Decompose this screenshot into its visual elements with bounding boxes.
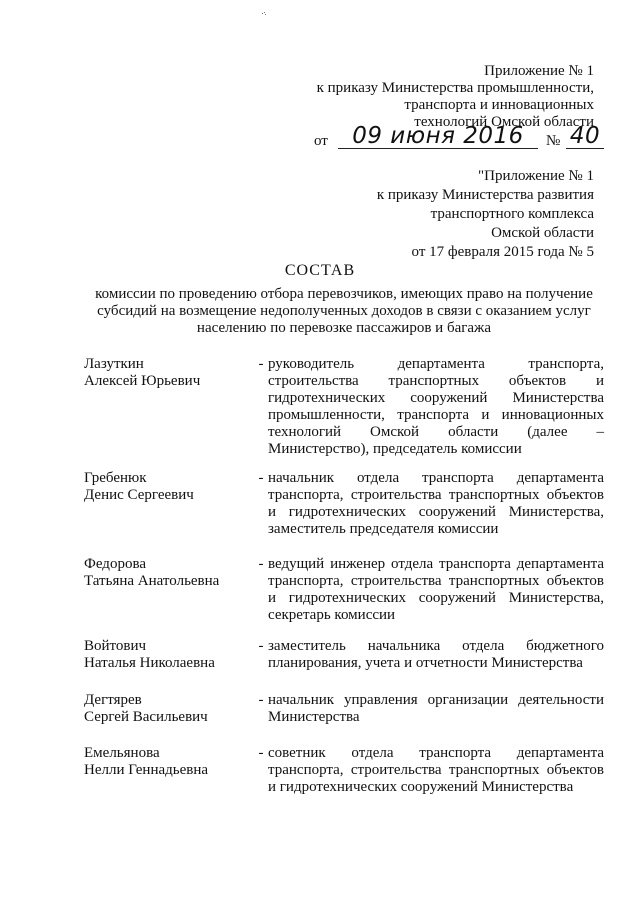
member-role: заместитель начальника отдела бюджетного планирования, учета и отчетности Министерства [268,638,604,671]
prev-appendix-line: к приказу Министерства развития [376,187,594,203]
scan-speck [262,12,266,15]
member-surname: Лазуткин [84,356,144,372]
member-given-names: Денис Сергеевич [84,487,194,503]
member-surname: Емельянова [84,745,160,761]
order-from-label: от [314,133,328,149]
member-name [84,745,254,779]
page-title: СОСТАВ [284,262,356,279]
member-surname: Дегтярев [84,692,142,708]
order-date-number-line [314,123,604,153]
member-name [84,692,254,726]
member-surname: Войтович [84,638,147,654]
member-name [84,470,254,504]
order-number-handwritten: 40 [566,125,604,149]
member-role: начальник отдела транспорта департамента транспорта, строительства транспортных объектов и гидротехнических сооружений Министерства, заместитель председателя комиссии [268,470,604,537]
member-dash: - [258,745,264,761]
appendix-line: технологий Омской области [414,114,594,130]
order-number-label: № [546,133,561,149]
member-given-names: Татьяна Анатольевна [84,573,220,589]
member-given-names: Алексей Юрьевич [84,373,201,389]
order-date-handwritten: 09 июня 2016 [338,125,538,149]
member-surname: Федорова [84,556,146,572]
member-given-names: Сергей Васильевич [84,709,208,725]
member-role: ведущий инженер отдела транспорта департамента транспорта, строительства транспортных объектов и гидротехнических сооружений Министерства, секретарь комиссии [268,556,604,623]
prev-appendix-line: Омской области [491,225,594,241]
member-name [84,356,254,390]
prev-appendix-line: "Приложение № 1 [478,168,594,184]
prev-appendix-line: от 17 февраля 2015 года № 5 [411,244,594,260]
member-name [84,638,254,672]
member-name [84,556,254,590]
member-role: начальник управления организации деятельности Министерства [268,692,604,725]
member-role: советник отдела транспорта департамента транспорта, строительства транспортных объектов и гидротехнических сооружений Министерства [268,745,604,795]
prev-appendix-line: транспортного комплекса [430,206,594,222]
member-dash: - [258,356,264,372]
page-subtitle: комиссии по проведению отбора перевозчиков, имеющих право на получение субсидий на возмещение недополученных доходов в связи с оказанием услуг населению по перевозке пассажиров и багажа [95,286,593,336]
member-dash: - [258,470,264,486]
appendix-line: транспорта и инновационных [404,97,594,113]
member-role: руководитель департамента транспорта, строительства транспортных объектов и гидротехнических сооружений Министерства промышленности, транспорта и инновационных технологий Омской области (далее – Министерство), председатель комиссии [268,356,604,457]
previous-appendix-header [274,168,594,263]
member-dash: - [258,692,264,708]
member-dash: - [258,638,264,654]
appendix-line: к приказу Министерства промышленности, [316,80,594,96]
appendix-header [294,63,594,131]
member-surname: Гребенюк [84,470,147,486]
member-dash: - [258,556,264,572]
appendix-line: Приложение № 1 [484,63,594,79]
member-given-names: Нелли Геннадьевна [84,762,209,778]
member-given-names: Наталья Николаевна [84,655,215,671]
